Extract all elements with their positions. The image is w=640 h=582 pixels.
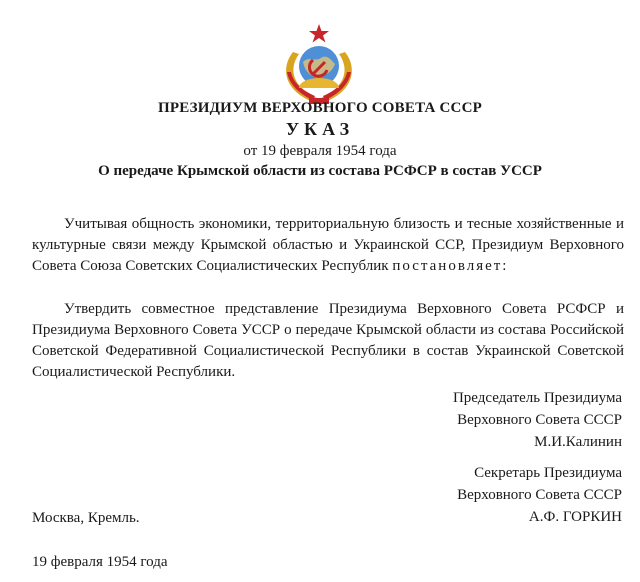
chairman-title-line1: Председатель Президиума <box>452 390 622 406</box>
chairman-signature-block <box>453 387 622 453</box>
preamble-paragraph <box>32 214 624 277</box>
secretary-signature-block <box>457 462 622 528</box>
secretary-name: А.Ф. ГОРКИН <box>528 509 622 525</box>
secretary-title-line2: Верховного Совета СССР <box>457 487 622 503</box>
preamble-text: Учитывая общность экономики, территориальную близость и тесные хозяйственные и культурные связи между Крымской областью и Украинской ССР, Президиум Верховного Совета Союза Советских Социалистических Республик <box>32 216 624 274</box>
decree-date-heading: от 19 февраля 1954 года <box>243 143 397 159</box>
signing-date: 19 февраля 1954 года <box>32 554 168 570</box>
issuer-heading: ПРЕЗИДИУМ ВЕРХОВНОГО СОВЕТА СССР <box>158 100 482 116</box>
doc-type-heading: УКАЗ <box>285 119 355 139</box>
chairman-title-line2: Верховного Совета СССР <box>457 412 622 428</box>
secretary-title-line1: Секретарь Президиума <box>474 465 622 481</box>
decree-subject-heading: О передаче Крымской области из состава РСФСР в состав УССР <box>98 163 542 179</box>
decree-word: постановляет: <box>392 258 509 274</box>
ussr-state-emblem-icon <box>273 22 365 108</box>
signing-place: Москва, Кремль. <box>32 510 140 526</box>
resolution-paragraph: Утвердить совместное представление Президиума Верховного Совета РСФСР и Президиума Верховного Совета УССР о передаче Крымской области из состава Российской Советской Федеративной Социалистической Республики в состав Украинской Советской Социалистической Республики. <box>32 301 624 380</box>
chairman-name: М.И.Калинин <box>534 434 622 450</box>
